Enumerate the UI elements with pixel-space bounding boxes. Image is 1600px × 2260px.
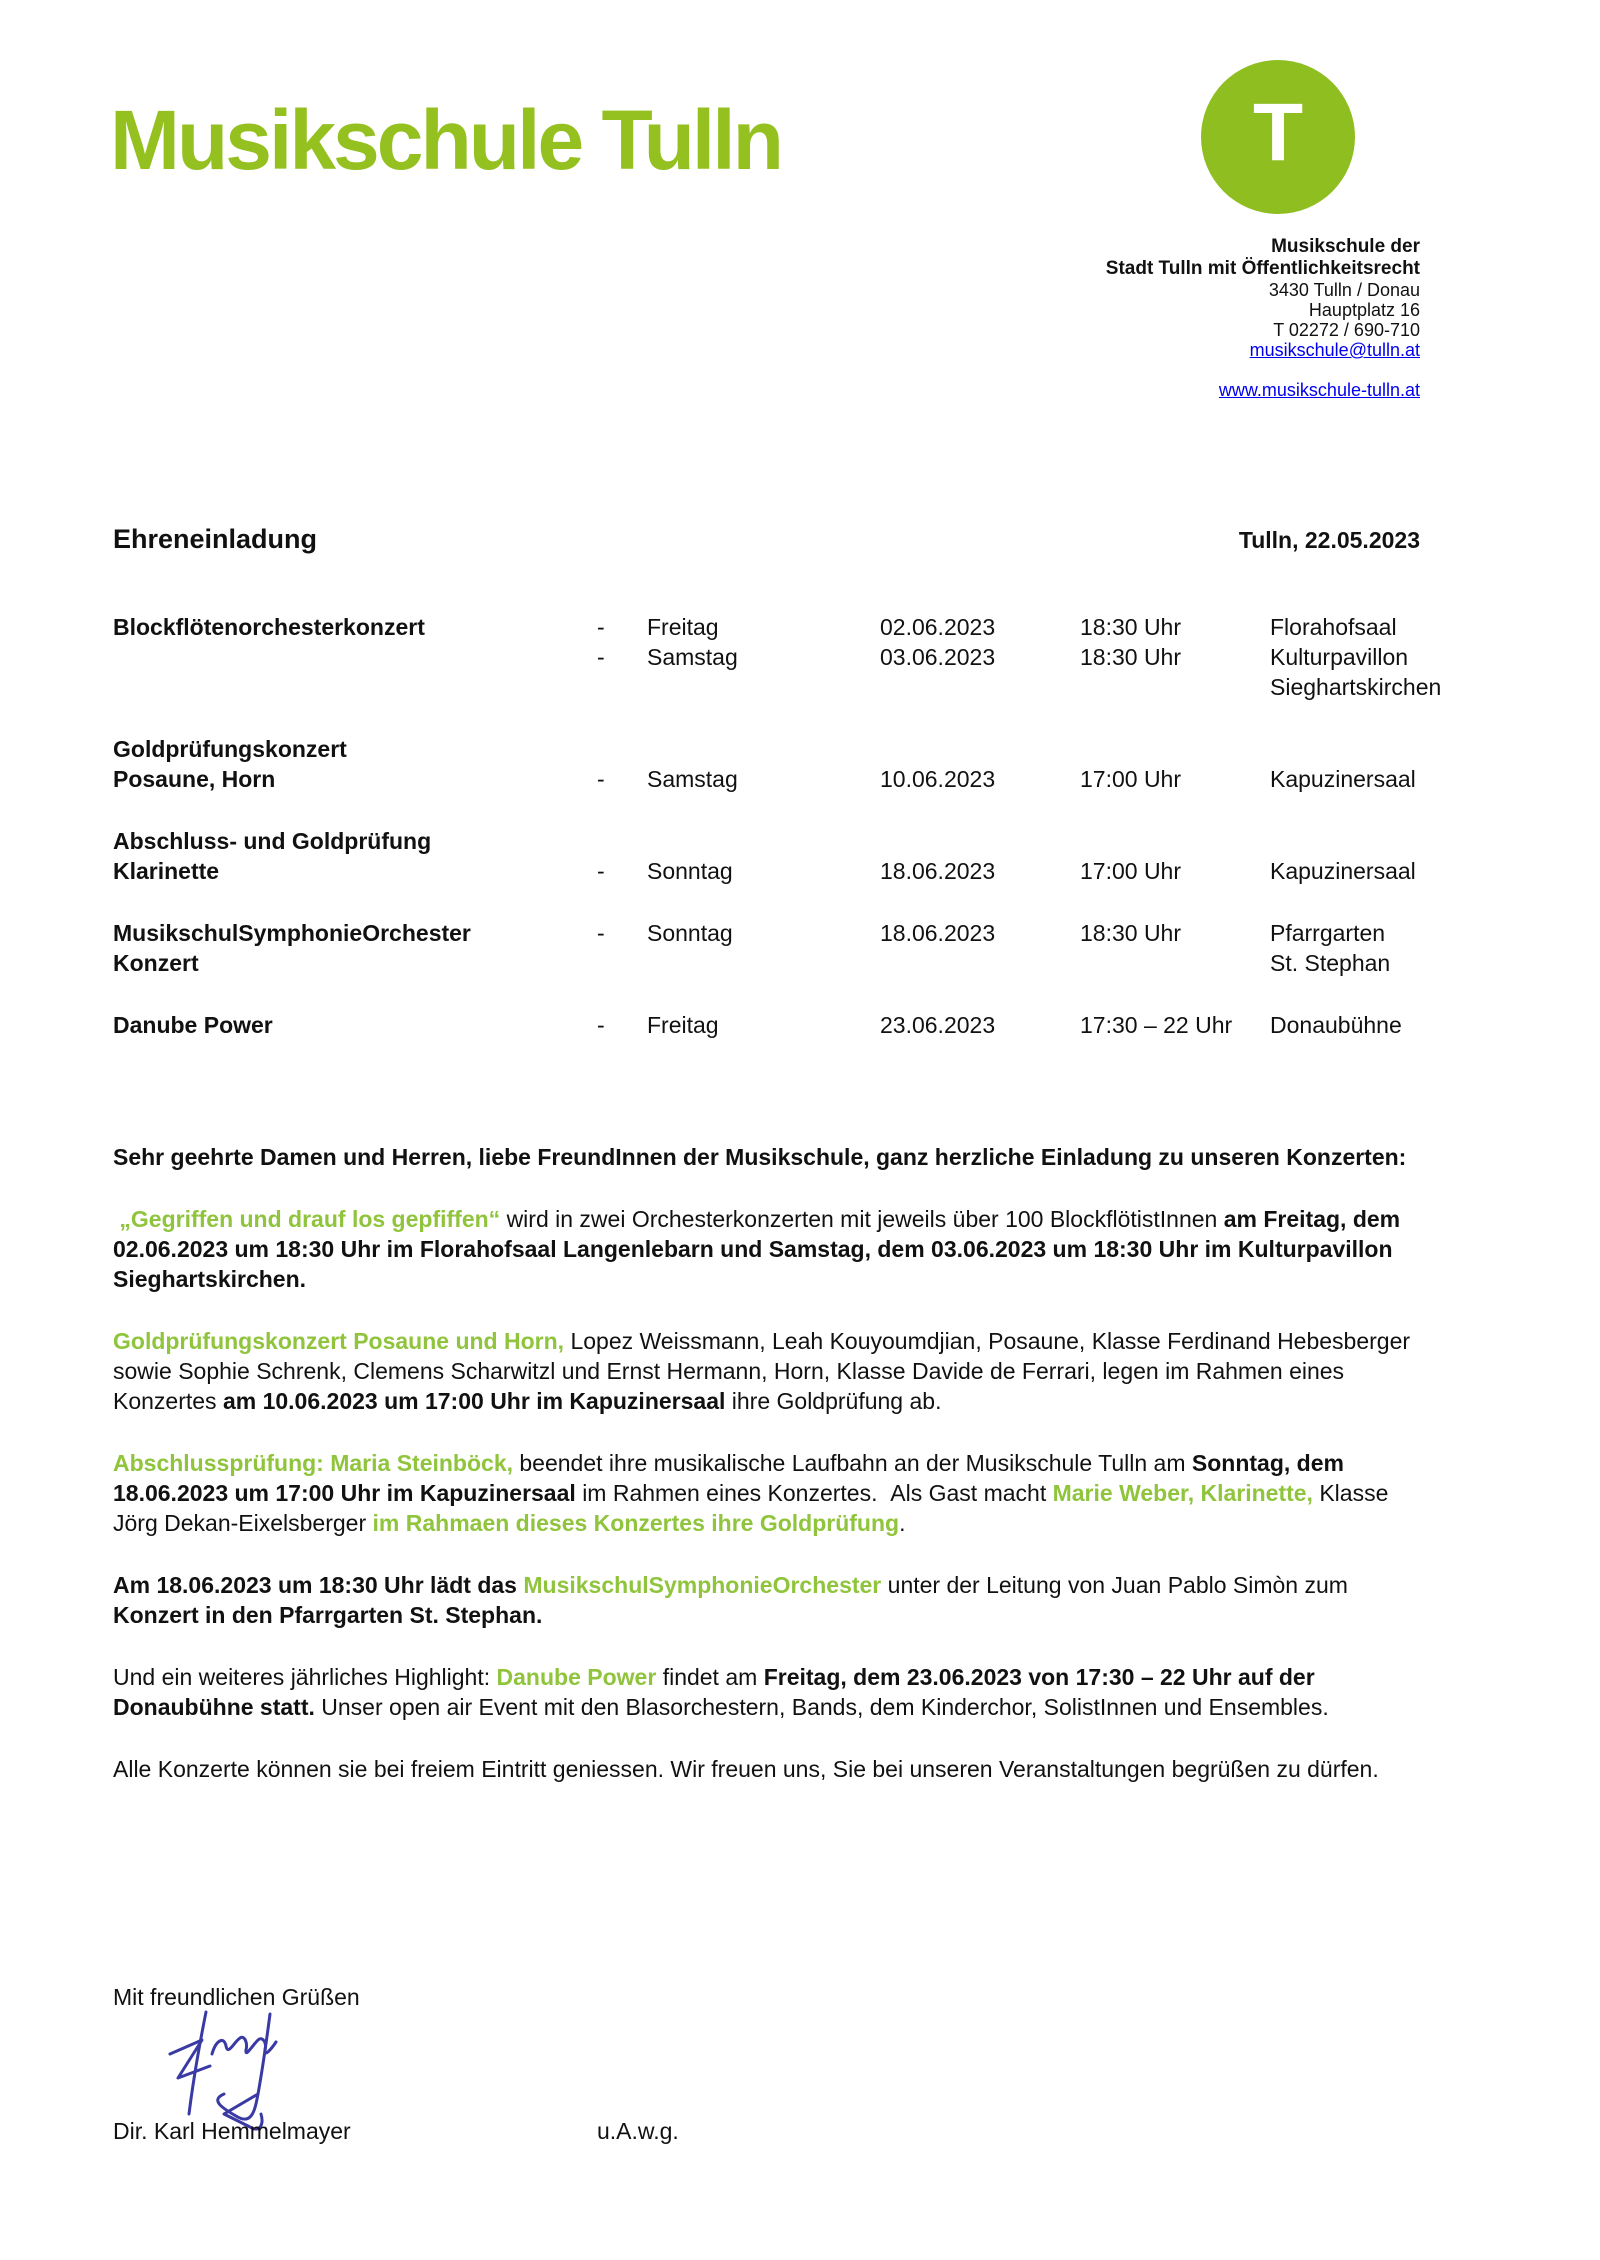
schedule-place: Kapuzinersaal	[1270, 766, 1416, 792]
schedule-day: Freitag	[647, 1012, 719, 1038]
text-run: unter der Leitung von Juan Pablo Simòn zum	[887, 1572, 1348, 1598]
text-run: im Rahmen eines Konzertes. Als Gast macht	[582, 1480, 1053, 1506]
org-name-line: Stadt Tulln mit Öffentlichkeitsrecht	[1105, 258, 1420, 279]
schedule-dash	[597, 734, 647, 764]
schedule-dash: -	[597, 614, 605, 640]
paragraph	[113, 1448, 1420, 1538]
schedule-event-name: Blockflötenorchesterkonzert	[113, 614, 425, 640]
letter-body	[113, 1142, 1420, 1816]
schedule-date: 18.06.2023	[880, 858, 996, 884]
text-run: am Freitag, dem 02.06.2023 um 18:30 Uhr im Florahofsaal Langenlebarn und Samstag, dem 03.06.2023 um 18:30 Uhr im Kulturpavillon Sieghartskirchen.	[113, 1206, 1401, 1292]
schedule-place: Sieghartskirchen	[1270, 674, 1442, 700]
schedule-date	[880, 672, 1080, 702]
schedule-row	[113, 826, 1473, 856]
schedule-date	[880, 948, 1080, 978]
schedule-dash	[597, 826, 647, 856]
schedule-day: Sonntag	[647, 858, 733, 884]
schedule-row	[113, 764, 1473, 794]
schedule-time	[1080, 948, 1270, 978]
salutation: Mit freundlichen Grüßen	[113, 1984, 360, 2010]
schedule-day: Samstag	[647, 644, 738, 670]
paragraph	[113, 1204, 1420, 1294]
text-run: Und ein weiteres jährliches Highlight:	[113, 1664, 497, 1690]
schedule-table	[113, 612, 1473, 1040]
schedule-event-name: Goldprüfungskonzert	[113, 736, 347, 762]
schedule-time: 18:30 Uhr	[1080, 644, 1182, 670]
schedule-date: 02.06.2023	[880, 614, 996, 640]
schedule-place: Donaubühne	[1270, 1012, 1402, 1038]
text-run: findet am	[662, 1664, 764, 1690]
schedule-row	[113, 948, 1473, 978]
text-run: Freitag, dem 23.06.2023 von 17:30 – 22 Uhr auf der Donaubühne statt.	[113, 1664, 1315, 1720]
schedule-time: 17:00 Uhr	[1080, 766, 1182, 792]
schedule-time: 17:30 – 22 Uhr	[1080, 1012, 1233, 1038]
schedule-dash	[597, 672, 647, 702]
schedule-time	[1080, 826, 1270, 856]
schedule-day	[647, 948, 880, 978]
schedule-time: 18:30 Uhr	[1080, 614, 1182, 640]
highlight-text: Goldprüfungskonzert Posaune und Horn,	[113, 1328, 571, 1354]
highlight-text: Danube Power	[496, 1664, 663, 1690]
schedule-date: 03.06.2023	[880, 644, 996, 670]
text-run: .	[899, 1510, 906, 1536]
schedule-date	[880, 734, 1080, 764]
highlight-text: „Gegriffen und drauf los gepfiffen“	[113, 1206, 507, 1232]
schedule-place: Pfarrgarten	[1270, 920, 1386, 946]
subject-title: Ehreneinladung	[113, 524, 318, 554]
schedule-place	[1270, 734, 1473, 764]
schedule-event-name: Posaune, Horn	[113, 766, 276, 792]
highlight-text: Abschlussprüfung: Maria Steinböck,	[113, 1450, 520, 1476]
schedule-row	[113, 1010, 1473, 1040]
rsvp-note: u.A.w.g.	[597, 2118, 679, 2144]
text-run: am 10.06.2023 um 17:00 Uhr im Kapuzinersaal	[222, 1388, 732, 1414]
signer-name: Dir. Karl Hemmelmayer	[113, 2118, 351, 2144]
highlight-text: im Rahmaen dieses Konzertes ihre Goldprüfung	[372, 1510, 900, 1536]
paragraph	[113, 1754, 1420, 1784]
logo-badge	[1201, 60, 1355, 214]
org-name-line: Musikschule der	[1271, 236, 1420, 257]
text-run: Lopez Weissmann, Leah Kouyoumdjian, Posaune, Klasse Ferdinand Hebesberger sowie Sophie Schrenk, Clemens Scharwitzl und Ernst Hermann, Horn, Klasse Davide de Ferrari, legen im Rahmen eines Konzertes	[113, 1328, 1411, 1414]
text-run: wird in zwei Orchesterkonzerten mit jeweils über 100 BlockflötistInnen	[506, 1206, 1224, 1232]
schedule-date	[880, 826, 1080, 856]
schedule-date: 23.06.2023	[880, 1012, 996, 1038]
schedule-day	[647, 826, 880, 856]
schedule-row	[113, 918, 1473, 948]
logo-wordmark: Musikschule Tulln	[110, 93, 781, 187]
schedule-row	[113, 672, 1473, 702]
schedule-event-name: Abschluss- und Goldprüfung	[113, 828, 432, 854]
schedule-place	[1270, 826, 1473, 856]
paragraph	[113, 1326, 1420, 1416]
schedule-event-name: MusikschulSymphonieOrchester	[113, 920, 471, 946]
schedule-row	[113, 734, 1473, 764]
schedule-event-name: Danube Power	[113, 1012, 273, 1038]
text-run: ihre Goldprüfung ab.	[731, 1388, 942, 1414]
place-date: Tulln, 22.05.2023	[1238, 527, 1420, 553]
schedule-time	[1080, 734, 1270, 764]
website-link[interactable]: www.musikschule-tulln.at	[1218, 380, 1420, 400]
schedule-dash: -	[597, 766, 605, 792]
text-run: beendet ihre musikalische Laufbahn an der Musikschule Tulln am	[519, 1450, 1192, 1476]
address-line: T 02272 / 690-710	[1273, 320, 1420, 340]
schedule-time: 17:00 Uhr	[1080, 858, 1182, 884]
subject-row	[113, 524, 1420, 555]
text-run: Sonntag, dem 18.06.2023 um 17:00 Uhr im Kapuzinersaal	[113, 1450, 1344, 1506]
schedule-day: Freitag	[647, 614, 719, 640]
text-run: Sehr geehrte Damen und Herren, liebe FreundInnen der Musikschule, ganz herzliche Einladung zu unseren Konzerten:	[113, 1144, 1407, 1170]
schedule-place: Florahofsaal	[1270, 614, 1397, 640]
address-line: Hauptplatz 16	[1308, 300, 1420, 320]
schedule-event-name: Konzert	[113, 950, 199, 976]
schedule-event-name	[113, 642, 597, 672]
schedule-event-name: Klarinette	[113, 858, 220, 884]
address-line: 3430 Tulln / Donau	[1268, 280, 1420, 300]
text-run: Am 18.06.2023 um 18:30 Uhr lädt das	[113, 1572, 524, 1598]
text-run: Alle Konzerte können sie bei freiem Eintritt geniessen. Wir freuen uns, Sie bei unseren Veranstaltungen begrüßen zu dürfen.	[113, 1756, 1379, 1782]
logo-badge-letter: T	[1252, 87, 1304, 178]
paragraph	[113, 1570, 1420, 1630]
schedule-place: Kapuzinersaal	[1270, 858, 1416, 884]
email-link[interactable]: musikschule@tulln.at	[1249, 340, 1420, 360]
schedule-date: 18.06.2023	[880, 920, 996, 946]
schedule-date: 10.06.2023	[880, 766, 996, 792]
text-run: Unser open air Event mit den Blasorchestern, Bands, dem Kinderchor, SolistInnen und Ensembles.	[321, 1694, 1329, 1720]
schedule-dash: -	[597, 858, 605, 884]
schedule-time: 18:30 Uhr	[1080, 920, 1182, 946]
paragraph	[113, 1142, 1420, 1172]
schedule-day	[647, 734, 880, 764]
schedule-place: Kulturpavillon	[1270, 644, 1409, 670]
text-run: Konzert in den Pfarrgarten St. Stephan.	[113, 1602, 543, 1628]
schedule-event-name	[113, 672, 597, 702]
schedule-day: Sonntag	[647, 920, 733, 946]
schedule-dash: -	[597, 920, 605, 946]
paragraph	[113, 1662, 1420, 1722]
text-run: Klasse Jörg Dekan-Eixelsberger	[113, 1480, 1389, 1536]
schedule-place: St. Stephan	[1270, 950, 1391, 976]
highlight-text: MusikschulSymphonieOrchester	[523, 1572, 888, 1598]
letterhead-address-block	[1106, 236, 1420, 400]
schedule-dash	[597, 948, 647, 978]
schedule-day	[647, 672, 880, 702]
schedule-row	[113, 642, 1473, 672]
schedule-dash: -	[597, 644, 605, 670]
schedule-dash: -	[597, 1012, 605, 1038]
schedule-day: Samstag	[647, 766, 738, 792]
schedule-row	[113, 612, 1473, 642]
schedule-time	[1080, 672, 1270, 702]
schedule-row	[113, 856, 1473, 886]
highlight-text: Marie Weber, Klarinette,	[1052, 1480, 1320, 1506]
